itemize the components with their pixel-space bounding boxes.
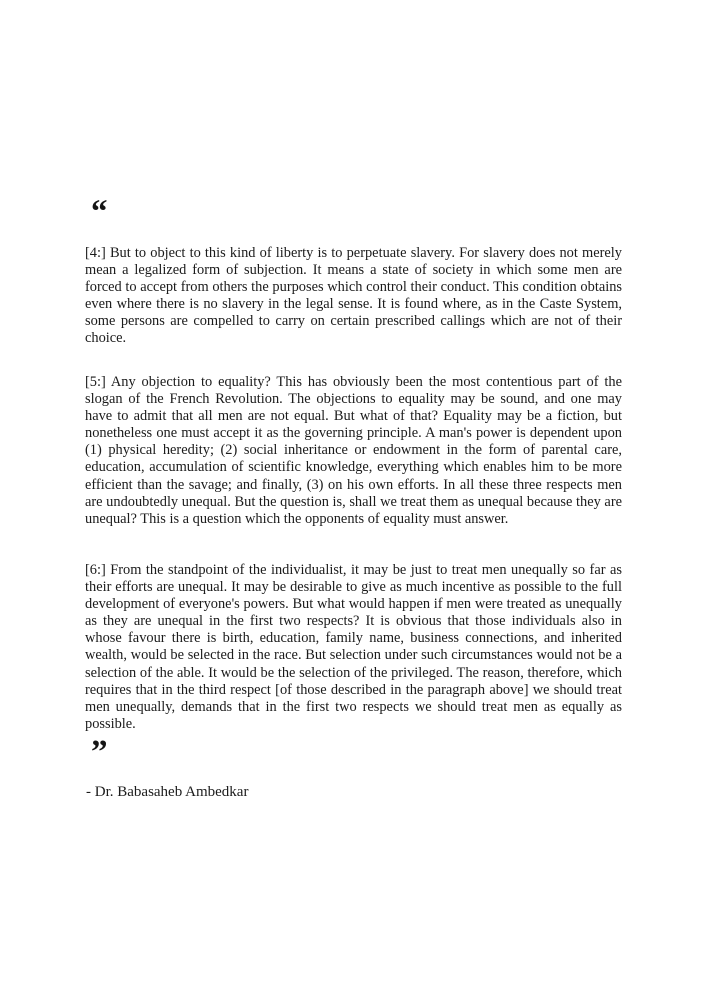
quote-paragraph-5: [5:] Any objection to equality? This has obviously been the most contentious part of the slogan of the French Revolution. The objections to equality may be sound, and one may have to admit that all men are not equal. But what of that? Equality may be a fiction, but nonetheless one must accept it as the governing principle. A man's power is dependent upon (1) physical heredity; (2) social inheritance or endowment in the form of parental care, education, accumulation of scientific knowledge, everything which enables him to be more efficient than the savage; and finally, (3) on his own efforts. In all these three respects men are undoubtedly unequal. But the question is, shall we treat them as unequal because they are unequal? This is a question which the opponents of equality must answer. bbox=[85, 374, 622, 527]
close-quote-mark: ” bbox=[91, 734, 106, 770]
quote-paragraph-6: [6:] From the standpoint of the individualist, it may be just to treat men unequally so far as their efforts are unequal. It may be desirable to give as much incentive as possible to the full development of everyone's powers. But what would happen if men were treated as unequally as they are unequal in the first two respects? It is obvious that those individuals also in whose favour there is birth, education, family name, business connections, and inherited wealth, would be selected in the race. But selection under such circumstances would not be a selection of the able. It would be the selection of the privileged. The reason, therefore, which requires that in the third respect [of those described in the paragraph above] we should treat men unequally, demands that in the first two respects we should treat men as equally as possible. bbox=[85, 562, 622, 732]
open-quote-mark: “ bbox=[91, 194, 106, 230]
quote-attribution: - Dr. Babasaheb Ambedkar bbox=[86, 784, 249, 800]
quote-paragraph-4: [4:] But to object to this kind of liberty is to perpetuate slavery. For slavery does not merely mean a legalized form of subjection. It means a state of society in which some men are forced to accept from others the purposes which control their conduct. This condition obtains even where there is no slavery in the legal sense. It is found where, as in the Caste System, some persons are compelled to carry on certain prescribed callings which are not of their choice. bbox=[85, 245, 622, 347]
